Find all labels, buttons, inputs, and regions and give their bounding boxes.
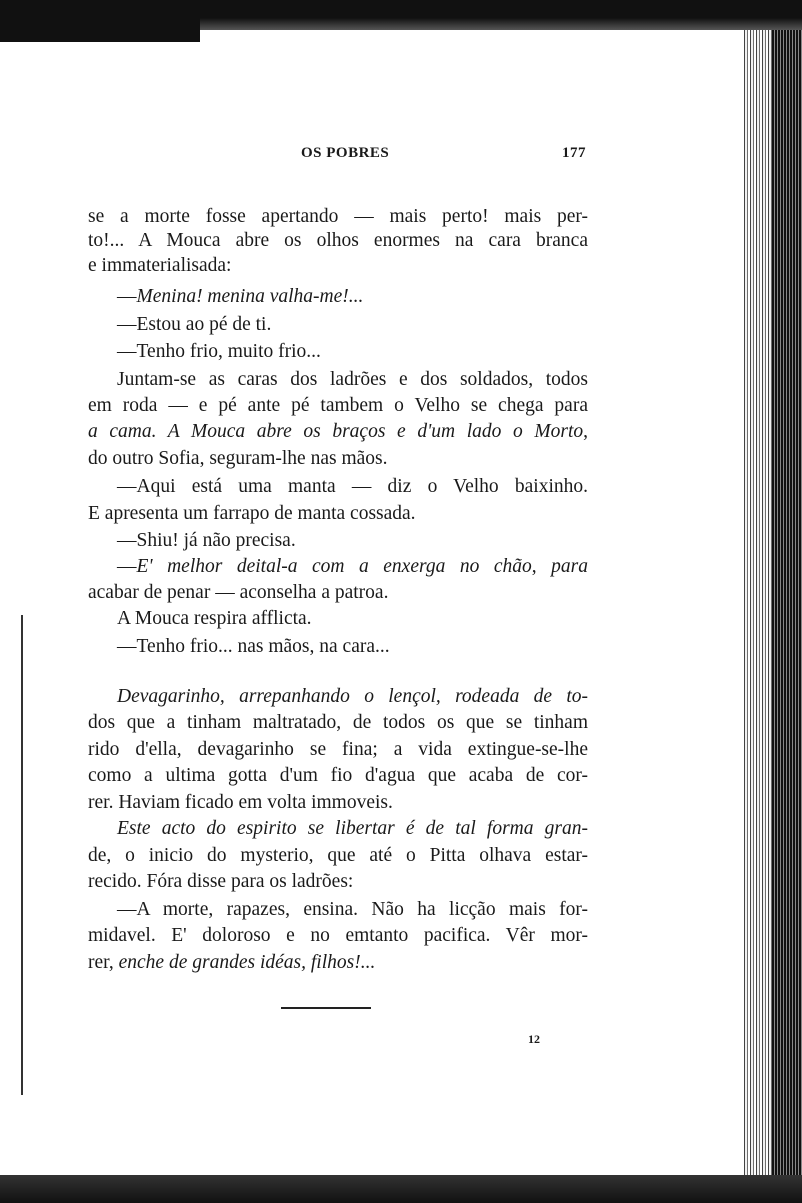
- text-segment: —: [117, 286, 137, 307]
- text-segment: e immaterialisada:: [88, 255, 232, 276]
- text-segment: E apresenta um farrapo de manta cossada.: [88, 503, 416, 524]
- text-line: [117, 368, 588, 392]
- text-line: [117, 285, 588, 309]
- text-line: [88, 447, 588, 471]
- text-line: [117, 635, 588, 659]
- text-segment: —: [117, 556, 137, 577]
- text-line: [88, 502, 588, 526]
- text-line: [88, 924, 588, 948]
- text-segment: como a ultima gotta d'um fio d'agua que acaba de cor-: [88, 765, 588, 786]
- text-line: [88, 738, 588, 762]
- text-segment: Juntam-se as caras dos ladrões e dos soldados, todos: [117, 369, 588, 390]
- text-line: [117, 685, 588, 709]
- text-line: [88, 711, 588, 735]
- text-line: [117, 817, 588, 841]
- text-segment: E' melhor deital-a com a enxerga no chão: [136, 556, 532, 577]
- text-line: [117, 607, 588, 631]
- scan-bottom-border: [0, 1175, 802, 1203]
- text-line: [117, 555, 588, 579]
- running-title: OS POBRES: [301, 145, 390, 161]
- signature-mark: 12: [528, 1032, 540, 1046]
- text-segment: Este acto do espirito se libertar é de tal forma gran-: [117, 818, 588, 839]
- text-segment: enche de grandes idéas, filhos!...: [118, 952, 376, 973]
- text-segment: se a morte fosse apertando — mais perto! mais per-: [88, 206, 588, 227]
- text-segment: —Aqui está uma manta — diz o Velho baixinho.: [117, 476, 588, 497]
- text-line: [117, 313, 588, 337]
- text-segment: do outro Sofia, seguram-lhe nas mãos.: [88, 448, 388, 469]
- text-segment: para: [551, 556, 589, 577]
- text-line: [88, 951, 588, 975]
- text-line: [88, 764, 588, 788]
- scan-top-border-left: [0, 0, 200, 42]
- text-segment: to!... A Mouca abre os olhos enormes na cara branca: [88, 230, 588, 251]
- text-segment: Menina! menina valha-me!...: [136, 286, 364, 307]
- text-segment: em roda — e pé ante pé tambem o Velho se chega para: [88, 395, 588, 416]
- text-segment: acabar de penar — aconselha a patroa.: [88, 582, 389, 603]
- text-line: [88, 870, 588, 894]
- text-line: [88, 254, 588, 278]
- scan-left-edge-line: [21, 615, 23, 1095]
- page-number: 177: [562, 145, 586, 161]
- text-segment: rer. Haviam ficado em volta immoveis.: [88, 792, 393, 813]
- text-line: [88, 420, 588, 444]
- text-segment: ,: [531, 556, 552, 577]
- text-segment: —Tenho frio, muito frio...: [117, 341, 321, 362]
- text-segment: Devagarinho, arrepanhando o lençol, rodeada de to-: [117, 686, 588, 707]
- text-line: [88, 229, 588, 253]
- text-line: [117, 529, 588, 553]
- section-rule: [281, 1007, 371, 1009]
- text-segment: A Mouca respira afflicta.: [117, 608, 312, 629]
- text-line: [88, 205, 588, 229]
- text-segment: —Tenho frio... nas mãos, na cara...: [117, 636, 390, 657]
- scan-page-edge-dark: [772, 30, 802, 1175]
- text-line: [117, 475, 588, 499]
- text-segment: —Shiu! já não precisa.: [117, 530, 296, 551]
- text-line: [88, 394, 588, 418]
- text-segment: dos que a tinham maltratado, de todos os que se tinham: [88, 712, 588, 733]
- text-segment: —A morte, rapazes, ensina. Não ha licção mais for-: [117, 899, 588, 920]
- text-line: [117, 898, 588, 922]
- text-segment: rido d'ella, devagarinho se fina; a vida extingue-se-lhe: [88, 739, 588, 760]
- text-segment: —Estou ao pé de ti.: [117, 314, 272, 335]
- text-segment: recido. Fóra disse para os ladrões:: [88, 871, 354, 892]
- text-line: [88, 844, 588, 868]
- text-line: [88, 791, 588, 815]
- text-line: [117, 340, 588, 364]
- text-segment: a cama. A Mouca abre os braços e d'um lado o Morto: [88, 421, 584, 442]
- text-segment: de, o inicio do mysterio, que até o Pitta olhava estar-: [88, 845, 588, 866]
- text-segment: midavel. E' doloroso e no emtanto pacifica. Vêr mor-: [88, 925, 588, 946]
- text-line: [88, 581, 588, 605]
- text-segment: ,: [583, 421, 588, 442]
- text-segment: rer,: [88, 952, 119, 973]
